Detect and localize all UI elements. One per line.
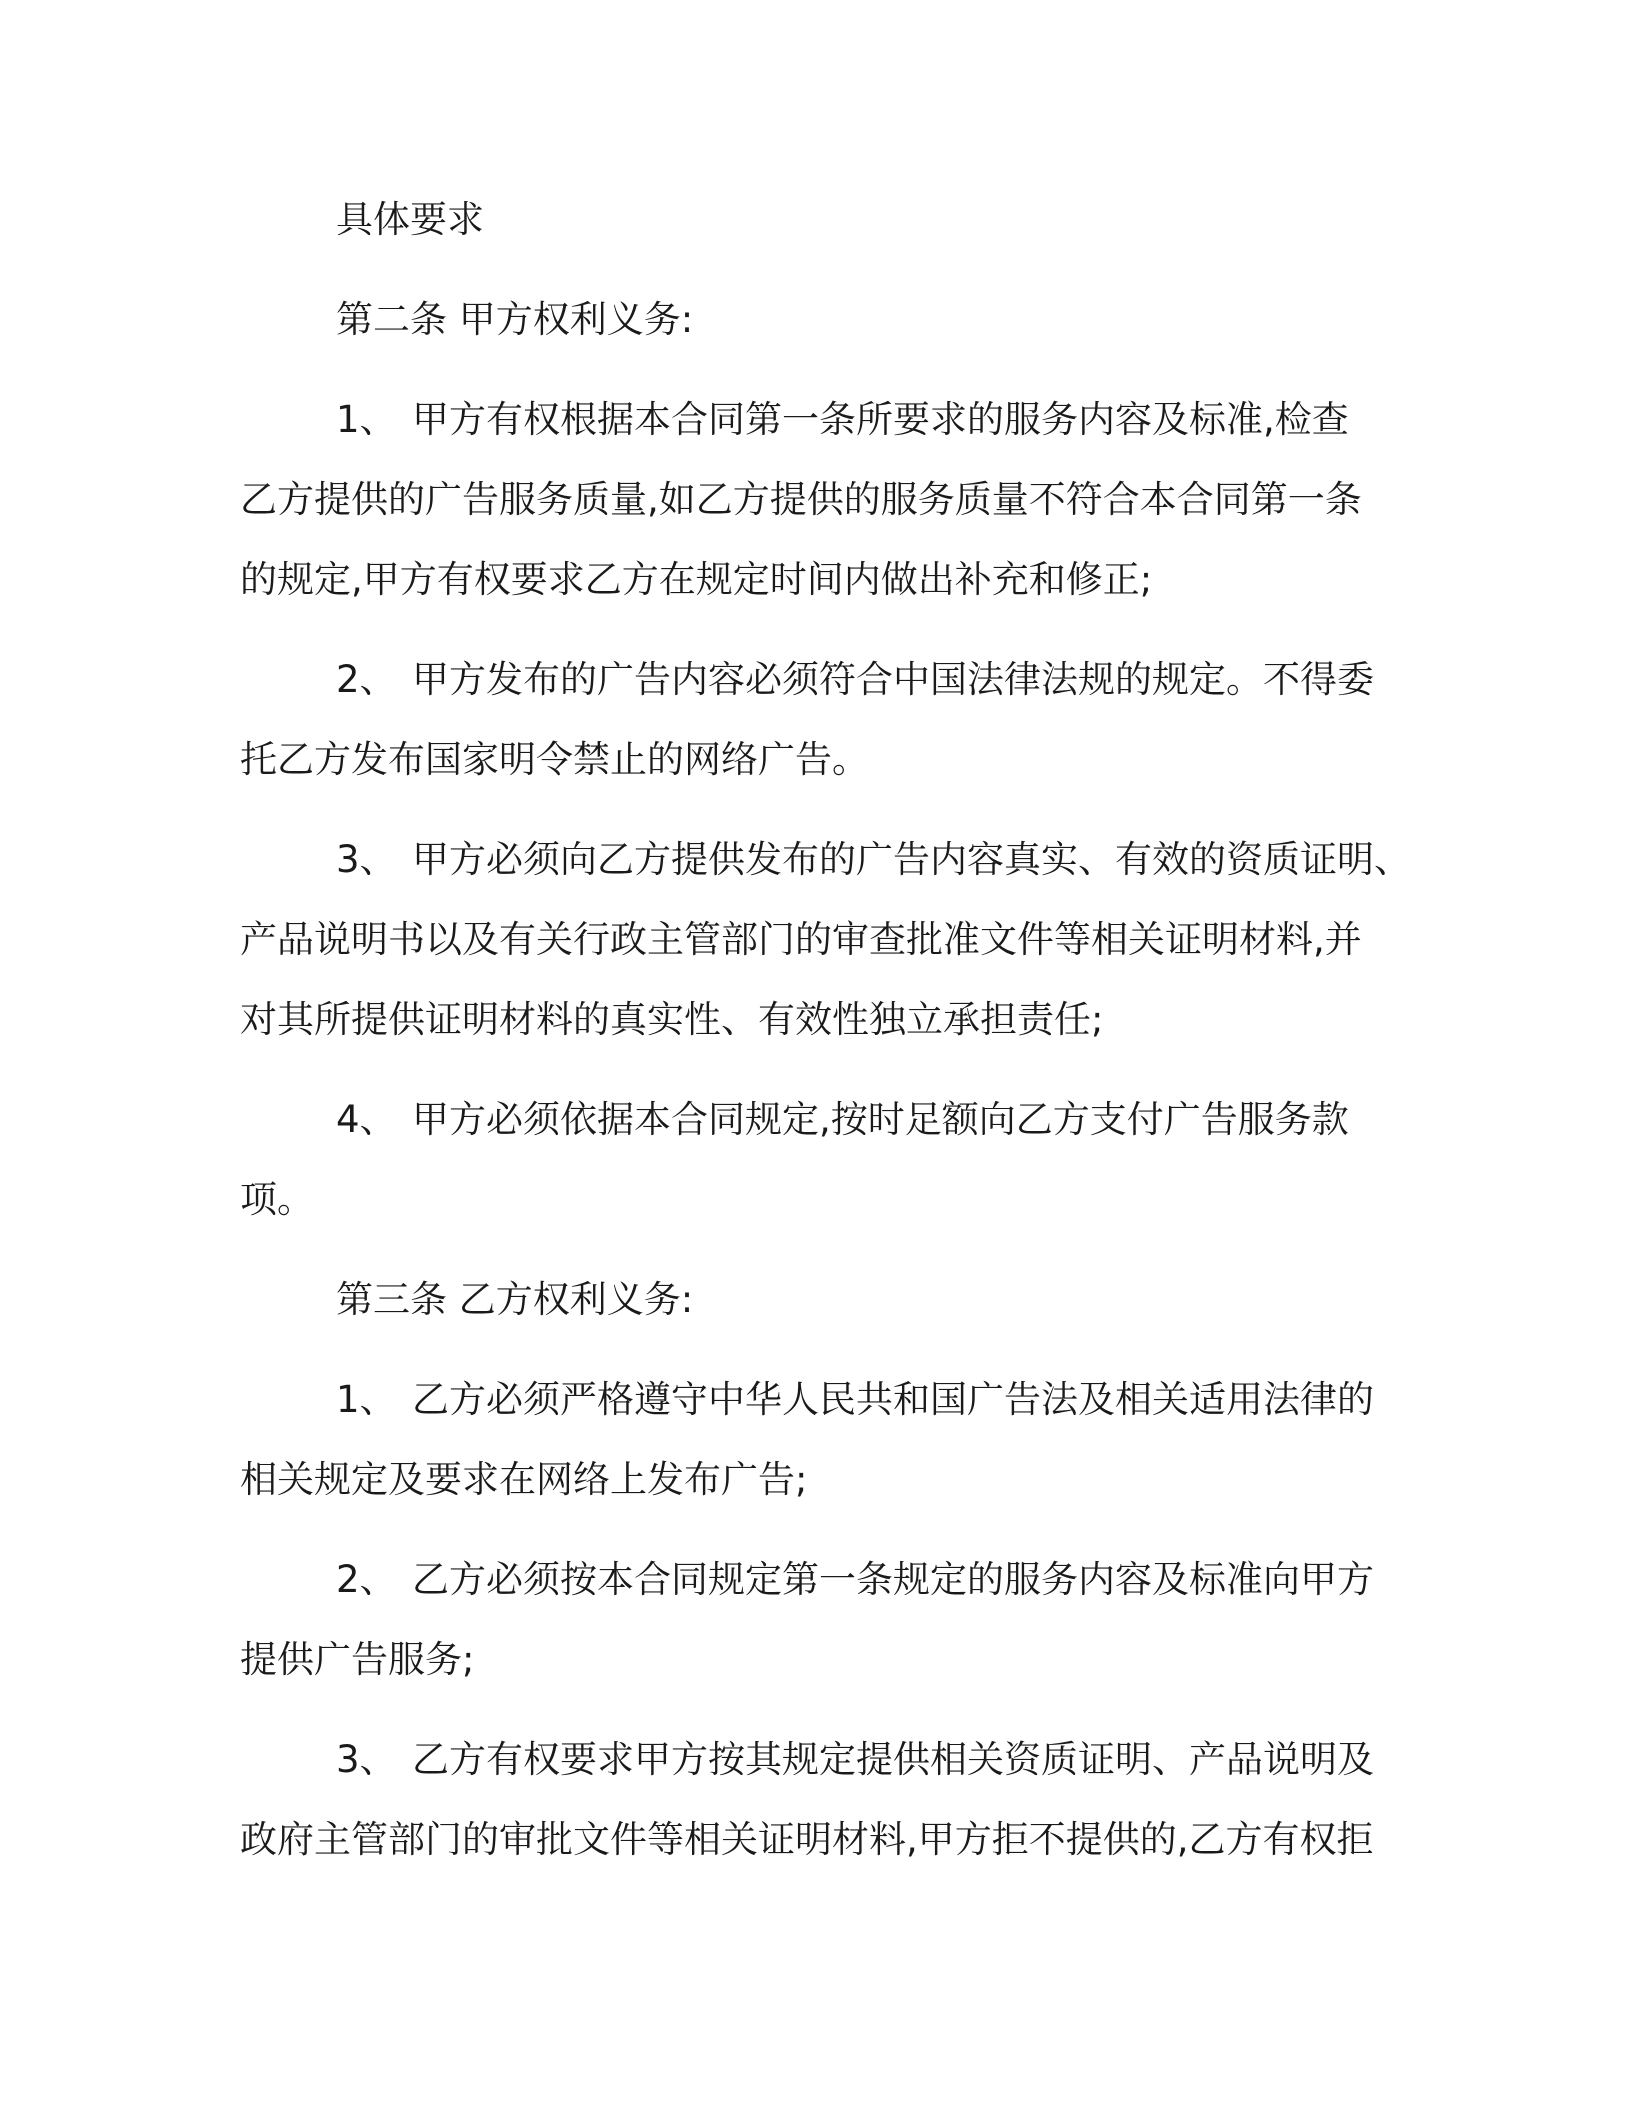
item-number: 2、	[336, 1558, 397, 1601]
item-text: 的规定,甲方有权要求乙方在规定时间内做出补充和修正;	[240, 558, 1153, 601]
article-3-item-2-line-2	[240, 1636, 474, 1684]
item-number: 1、	[336, 1378, 397, 1421]
article-2-item-2-line-1	[336, 656, 1374, 704]
article-3-title	[336, 1276, 693, 1324]
item-text: 提供广告服务;	[240, 1638, 475, 1681]
item-text: 甲方必须向乙方提供发布的广告内容真实、有效的资质证明、	[412, 838, 1411, 881]
item-text: 甲方必须依据本合同规定,按时足额向乙方支付广告服务款	[412, 1098, 1349, 1141]
item-text: 甲方有权根据本合同第一条所要求的服务内容及标准,检查	[412, 398, 1349, 441]
article-2-item-3-line-1	[336, 836, 1411, 884]
heading-text: 具体要求	[336, 198, 484, 241]
article-2-item-4-line-1	[336, 1096, 1349, 1144]
item-text: 政府主管部门的审批文件等相关证明材料,甲方拒不提供的,乙方有权拒	[240, 1818, 1374, 1861]
article-2-item-3-line-3	[240, 996, 1103, 1044]
item-text: 产品说明书以及有关行政主管部门的审查批准文件等相关证明材料,并	[240, 918, 1362, 961]
item-number: 2、	[336, 658, 397, 701]
article-2-item-1-line-3	[240, 556, 1152, 604]
item-text: 乙方必须按本合同规定第一条规定的服务内容及标准向甲方	[412, 1558, 1374, 1601]
section-heading	[336, 196, 484, 244]
item-number: 3、	[336, 838, 397, 881]
article-3-item-1-line-1	[336, 1376, 1374, 1424]
item-text: 托乙方发布国家明令禁止的网络广告。	[240, 738, 869, 781]
item-text: 对其所提供证明材料的真实性、有效性独立承担责任;	[240, 998, 1104, 1041]
item-text: 相关规定及要求在网络上发布广告;	[240, 1458, 808, 1501]
article-title-text: 第二条 甲方权利义务:	[336, 298, 694, 341]
article-3-item-2-line-1	[336, 1556, 1374, 1604]
item-text: 乙方提供的广告服务质量,如乙方提供的服务质量不符合本合同第一条	[240, 478, 1362, 521]
article-2-item-1-line-1	[336, 396, 1349, 444]
article-2-title	[336, 296, 693, 344]
article-3-item-1-line-2	[240, 1456, 807, 1504]
item-number: 4、	[336, 1098, 397, 1141]
article-title-text: 第三条 乙方权利义务:	[336, 1278, 694, 1321]
article-2-item-1-line-2	[240, 476, 1362, 524]
article-2-item-4-line-2	[240, 1176, 314, 1224]
article-2-item-3-line-2	[240, 916, 1362, 964]
item-text: 乙方必须严格遵守中华人民共和国广告法及相关适用法律的	[412, 1378, 1374, 1421]
item-text: 甲方发布的广告内容必须符合中国法律法规的规定。不得委	[412, 658, 1374, 701]
article-3-item-3-line-2	[240, 1816, 1374, 1864]
item-number: 1、	[336, 398, 397, 441]
article-2-item-2-line-2	[240, 736, 869, 784]
article-3-item-3-line-1	[336, 1736, 1374, 1784]
item-text: 项。	[240, 1178, 314, 1221]
item-text: 乙方有权要求甲方按其规定提供相关资质证明、产品说明及	[412, 1738, 1374, 1781]
item-number: 3、	[336, 1738, 397, 1781]
